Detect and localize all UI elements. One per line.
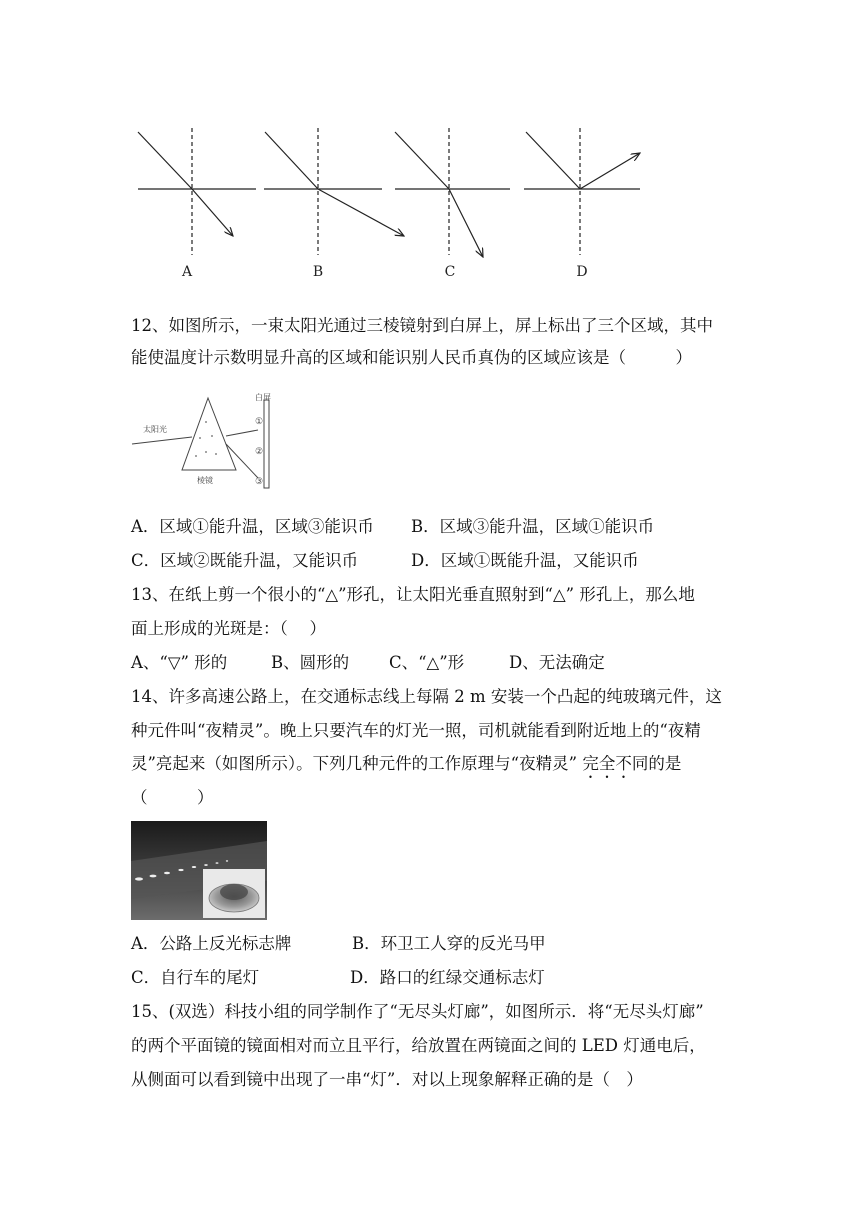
q14-option-a: A．公路上反光标志牌 (131, 934, 292, 953)
q15-line3: 从侧面可以看到镜中出现了一串“灯”．对以上现象解释正确的是（ ） (131, 1070, 643, 1089)
q12-option-b: B．区域③能升温，区域①能识币 (411, 517, 655, 536)
q14-option-b: B．环卫工人穿的反光马甲 (352, 934, 546, 953)
q13-option-b: B、圆形的 (271, 653, 350, 672)
q13-option-c: C、“△”形 (389, 653, 465, 672)
region-1: ① (255, 417, 264, 427)
q14-option-d: D．路口的红绿交通标志灯 (350, 968, 545, 987)
prism-figure (130, 392, 290, 492)
prism-label: 棱镜 (197, 476, 213, 485)
q13-line1: 13、在纸上剪一个很小的“△”形孔，让太阳光垂直照射到“△” 形孔上，那么地 (131, 585, 695, 604)
diagram-c (395, 128, 510, 257)
q14-line2: 种元件叫“夜精灵”。晚上只要汽车的灯光一照，司机就能看到附近地上的“夜精 (131, 721, 701, 740)
sunlight-label: 太阳光 (143, 425, 167, 434)
label-b: B (312, 264, 324, 280)
q13-option-d: D、无法确定 (509, 653, 605, 672)
refraction-figure (0, 0, 860, 290)
q14-line3-post: 同的是 (631, 754, 682, 773)
night-road-photo (131, 821, 267, 920)
diagram-d (524, 128, 640, 255)
q14-emphasis: 完全不 (582, 754, 632, 773)
q14-option-c: C．自行车的尾灯 (131, 968, 260, 987)
q15-line1: 15、(双选）科技小组的同学制作了“无尽头灯廊”，如图所示．将“无尽头灯廊” (131, 1002, 704, 1021)
region-3: ③ (255, 477, 264, 487)
region-2: ② (255, 447, 264, 457)
q12-line1: 12、如图所示，一束太阳光通过三棱镜射到白屏上，屏上标出了三个区域，其中 (131, 316, 713, 335)
label-d: D (576, 264, 588, 280)
q12-option-a: A．区域①能升温，区域③能识币 (131, 517, 374, 536)
q12-line2: 能使温度计示数明显升高的区域和能识别人民币真伪的区域应该是（ ） (131, 348, 692, 367)
diagram-b (264, 128, 404, 255)
q14-line1: 14、许多高速公路上，在交通标志线上每隔 2 m 安装一个凸起的纯玻璃元件，这 (131, 687, 722, 706)
q12-option-d: D．区域①既能升温，又能识币 (411, 551, 639, 570)
q12-option-c: C．区域②既能升温，又能识币 (131, 551, 359, 570)
q13-option-a: A、“▽” 形的 (131, 653, 228, 672)
q14-line3 (131, 752, 681, 782)
label-c: C (444, 264, 456, 280)
q13-line2: 面上形成的光斑是：（ ） (131, 619, 326, 638)
screen-label: 白屏 (255, 393, 271, 402)
q14-line3-pre: 灵”亮起来（如图所示）。下列几种元件的工作原理与“夜精灵” (131, 754, 583, 773)
q15-line2: 的两个平面镜的镜面相对而立且平行，给放置在两镜面之间的 LED 灯通电后， (131, 1036, 706, 1055)
q14-line4: （ ） (131, 788, 214, 807)
diagram-a (138, 128, 256, 255)
label-a: A (181, 264, 193, 280)
